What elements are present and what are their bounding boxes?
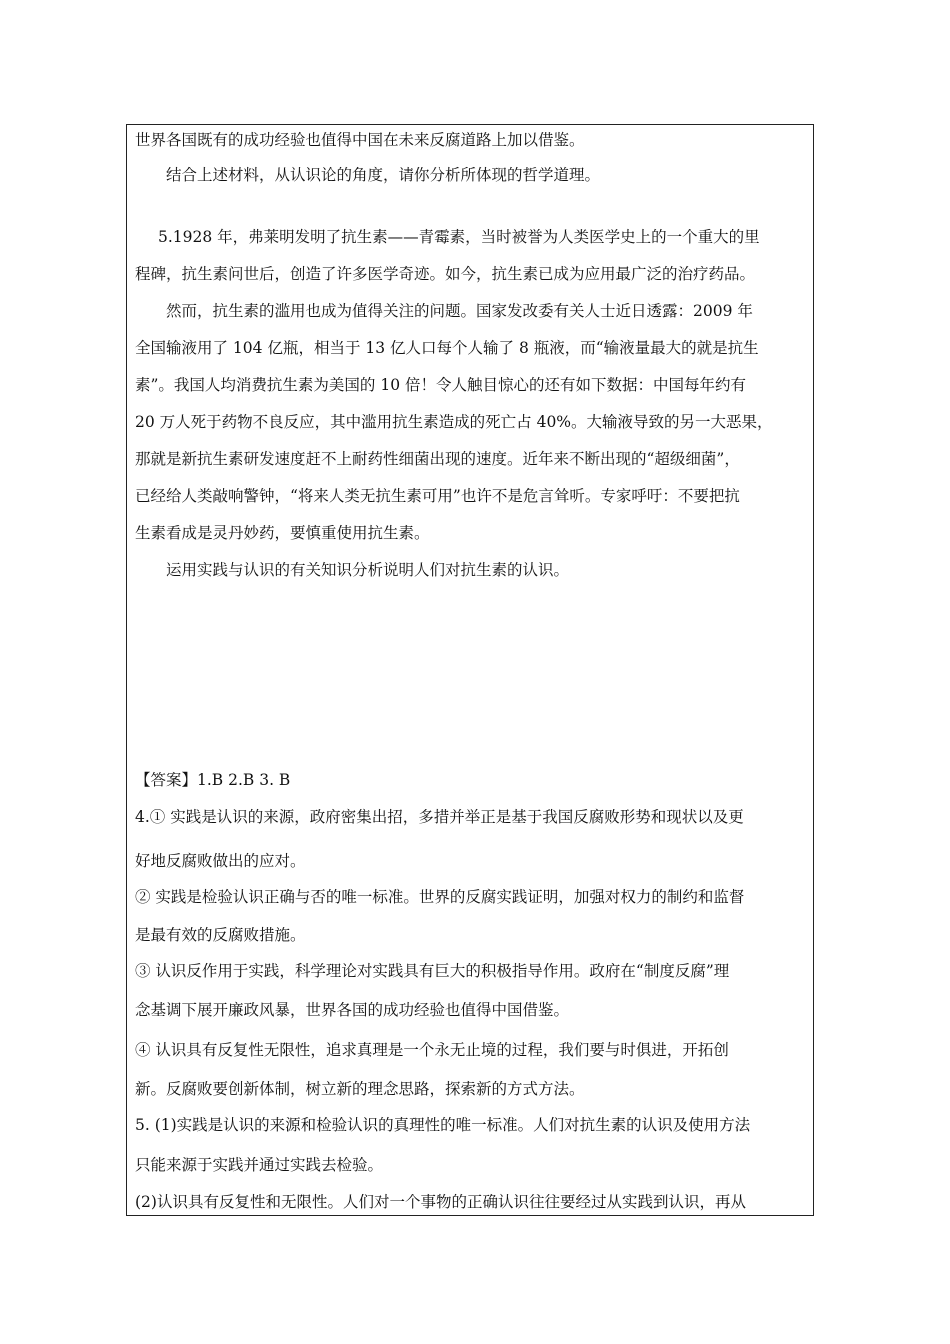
q5-material-line: 生素看成是灵丹妙药，要慎重使用抗生素。 — [135, 524, 430, 542]
answer-line: ④ 认识具有反复性无限性，追求真理是一个永无止境的过程，我们要与时俱进，开拓创 — [135, 1041, 729, 1059]
q5-material-line: 已经给人类敲响警钟，“将来人类无抗生素可用”也许不是危言耸听。专家呼吁：不要把抗 — [135, 487, 740, 505]
q5-material-line: 程碑，抗生素问世后，创造了许多医学奇迹。如今，抗生素已成为应用最广泛的治疗药品。 — [135, 265, 756, 283]
answer-line: 4.① 实践是认识的来源，政府密集出招，多措并举正是基于我国反腐败形势和现状以及更 — [135, 808, 744, 826]
q5-material-line: 5.1928 年，弗莱明发明了抗生素——青霉素，当时被誉为人类医学史上的一个重大的里 — [158, 228, 760, 246]
q5-material-line: 全国输液用了 104 亿瓶，相当于 13 亿人口每个人输了 8 瓶液，而“输液量最大的就是抗生 — [135, 339, 759, 357]
answer-line: 好地反腐败做出的应对。 — [135, 852, 306, 870]
answer-line: 5. (1)实践是认识的来源和检验认识的真理性的唯一标准。人们对抗生素的认识及使用方法 — [135, 1116, 751, 1134]
q5-material-line: 然而，抗生素的滥用也成为值得关注的问题。国家发改委有关人士近日透露：2009 年 — [166, 302, 753, 320]
q5-material-line: 那就是新抗生素研发速度赶不上耐药性细菌出现的速度。近年来不断出现的“超级细菌”， — [135, 450, 740, 468]
answer-line: 只能来源于实践并通过实践去检验。 — [135, 1156, 384, 1174]
answer-line: 新。反腐败要创新体制，树立新的理念思路，探索新的方式方法。 — [135, 1080, 585, 1098]
question-4-prompt: 结合上述材料，从认识论的角度，请你分析所体现的哲学道理。 — [166, 166, 601, 184]
answer-line: (2)认识具有反复性和无限性。人们对一个事物的正确认识往往要经过从实践到认识，再从 — [135, 1193, 746, 1211]
answer-line: 是最有效的反腐败措施。 — [135, 926, 306, 944]
q5-material-line: 素”。我国人均消费抗生素为美国的 10 倍！令人触目惊心的还有如下数据：中国每年约有 — [135, 376, 747, 394]
q5-material-line: 20 万人死于药物不良反应，其中滥用抗生素造成的死亡占 40%。大输液导致的另一大恶果， — [135, 413, 773, 431]
answer-header: 【答案】1.B 2.B 3. B — [135, 771, 291, 789]
answer-line: ③ 认识反作用于实践，科学理论对实践具有巨大的积极指导作用。政府在“制度反腐”理 — [135, 962, 730, 980]
question-5-prompt: 运用实践与认识的有关知识分析说明人们对抗生素的认识。 — [166, 561, 570, 579]
material-text-line: 世界各国既有的成功经验也值得中国在未来反腐道路上加以借鉴。 — [135, 131, 585, 149]
answer-line: ② 实践是检验认识正确与否的唯一标准。世界的反腐实践证明，加强对权力的制约和监督 — [135, 888, 745, 906]
answer-line: 念基调下展开廉政风暴，世界各国的成功经验也值得中国借鉴。 — [135, 1001, 570, 1019]
